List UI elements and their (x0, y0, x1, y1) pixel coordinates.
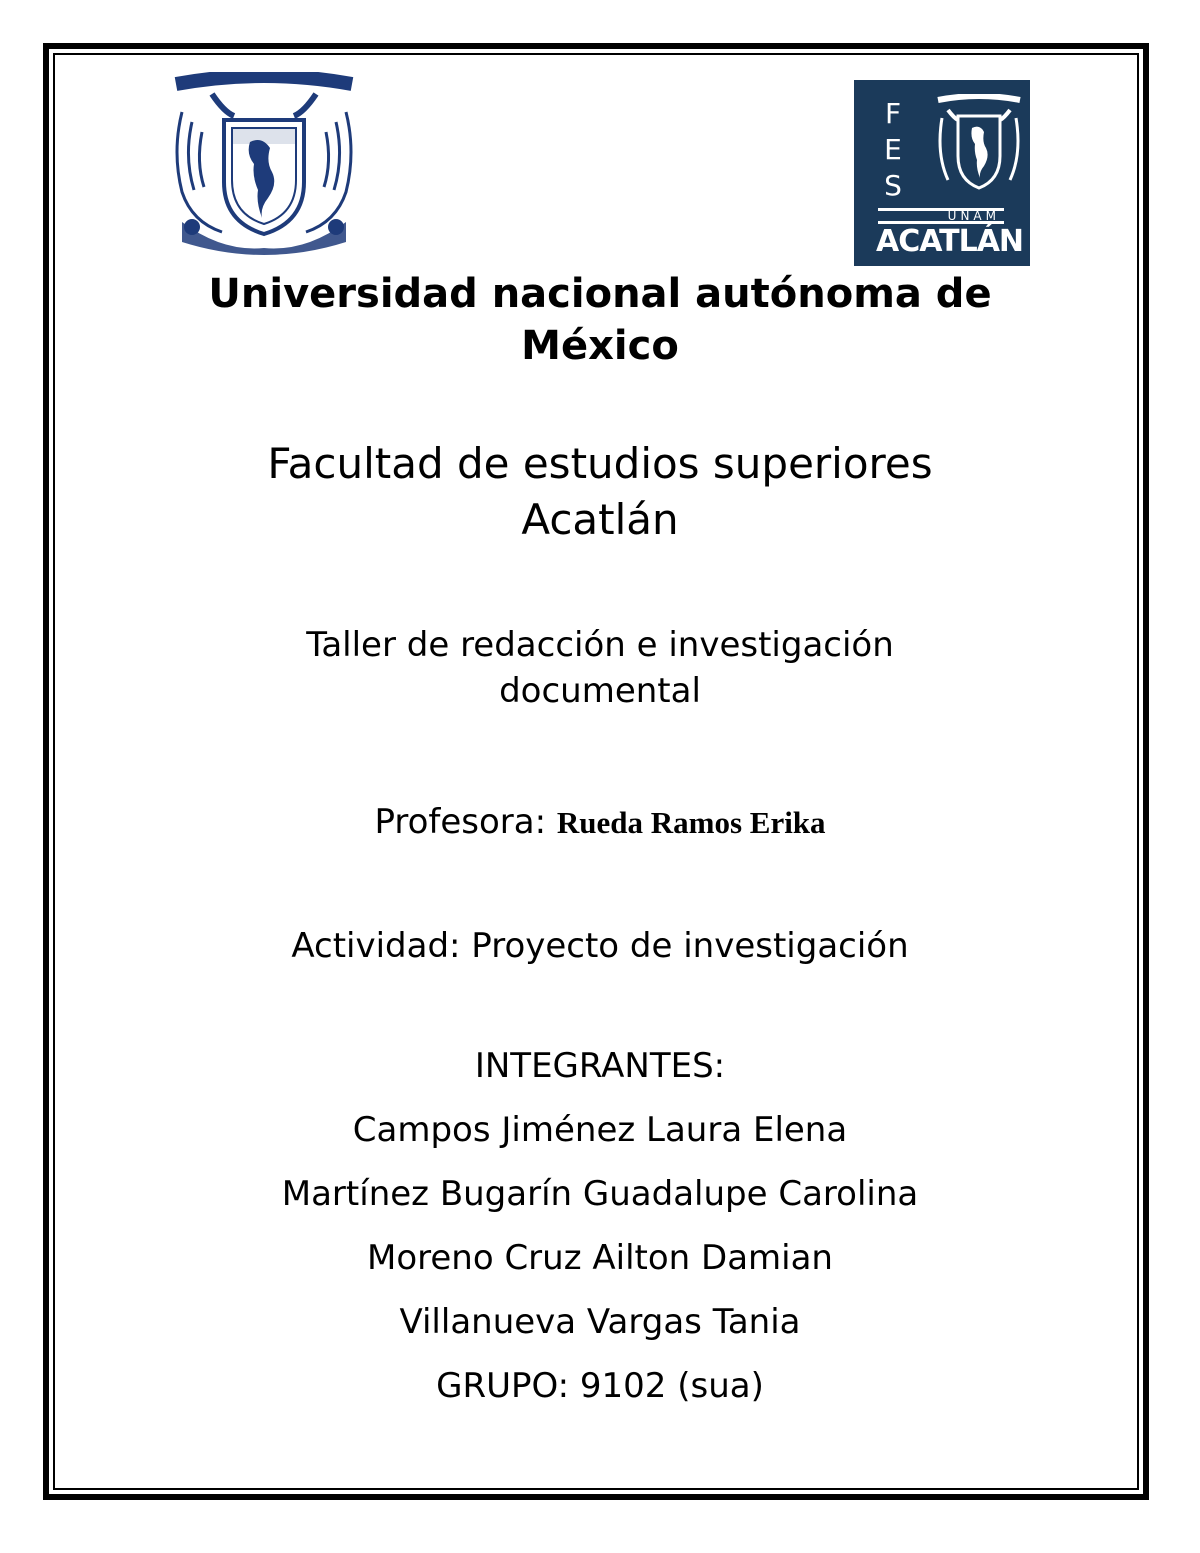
group-line: GRUPO: 9102 (sua) (436, 1366, 764, 1406)
activity-line: Actividad: Proyecto de investigación (291, 926, 909, 966)
list-item: Moreno Cruz Ailton Damian (367, 1238, 833, 1278)
professor-line (120, 800, 1080, 845)
fes-letters: F E S (884, 97, 902, 202)
fes-acatlan-logo-icon (854, 80, 1030, 266)
fes-seal-icon (934, 94, 1024, 202)
unam-coat-of-arms-icon (162, 72, 366, 260)
fes-acatlan-label: ACATLÁN (876, 224, 1024, 259)
faculty-name: Facultad de estudios superiores Acatlán (267, 439, 933, 544)
members-list (120, 1034, 1080, 1418)
course-name: Taller de redacción e investigación documental (306, 625, 894, 711)
professor-label: Profesora: (374, 802, 557, 842)
fes-unam-label: UNAM (878, 208, 1004, 224)
university-title: Universidad nacional autónoma de México (208, 271, 992, 369)
list-item: Villanueva Vargas Tania (399, 1302, 801, 1342)
list-item: Campos Jiménez Laura Elena (352, 1110, 848, 1150)
members-heading: INTEGRANTES: (474, 1046, 726, 1086)
professor-name: Rueda Ramos Erika (556, 805, 826, 840)
list-item: Martínez Bugarín Guadalupe Carolina (281, 1174, 919, 1214)
